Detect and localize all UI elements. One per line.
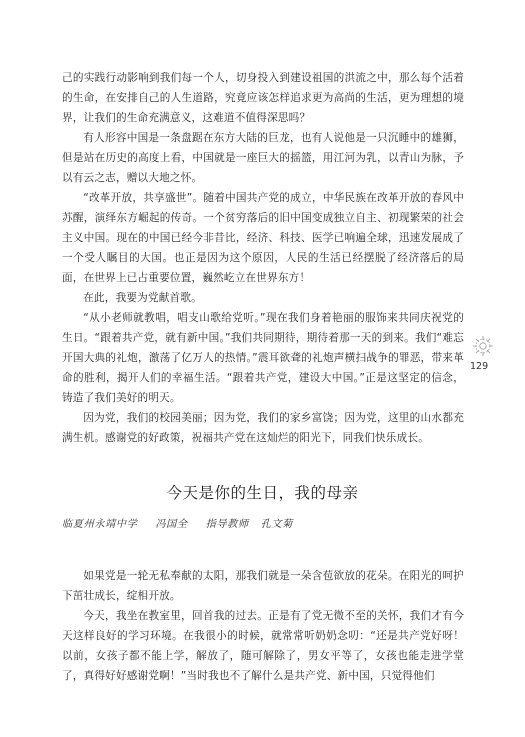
- paragraph: 有人形容中国是一条盘踞在东方大陆的巨龙，也有人说他是一只沉睡中的雄狮，但是站在历史的高度上看，中国就是一座巨大的摇篮，用江河为乳，以青山为脉，予以有云之志，赠以大地之怀。: [62, 132, 464, 184]
- article-title: 今天是你的生日，我的母亲: [166, 484, 359, 502]
- flower-ornament-icon: [471, 334, 495, 358]
- paragraph: 如果党是一轮无私奉献的太阳，那我们就是一朵含苞欲放的花朵。在阳光的呵护下茁壮成长，绽相开放。: [62, 570, 464, 602]
- paragraph: 因为党，我们的校园美丽；因为党，我们的家乡富饶；因为党，这里的山水都充满生机。感谢党的好政策，祝福共产党在这灿烂的阳光下，同我们快乐成长。: [62, 412, 464, 444]
- byline: [62, 515, 307, 530]
- paragraph: 今天，我坐在教室里，回首我的过去。正是有了党无微不至的关怀，我们才有今天这样良好的学习环境。在我很小的时候，就常常听奶奶念叨：“还是共产党好呀！以前，女孩子都不能上学，解放了，随可解除了，男女平等了，女孩也能走进学堂了，真得好好感谢党啊！”当时我也不了解什么是共产党、新中国，只觉得他们: [62, 610, 464, 682]
- teacher-name: 孔文菊: [260, 519, 293, 530]
- paragraph: 己的实践行动影响到我们每一个人，切身投入到建设祖国的洪流之中，那么每个活着的生命，在安排自己的人生道路，究竟应该怎样追求更为高尚的生活，更为理想的境界，让我们的生命充满意义，这难道不值得深思吗？: [62, 72, 464, 124]
- paragraph: “从小老师就教唱，唱支山歌给党听。”现在我们身着艳丽的服饰来共同庆祝党的生日。“跟着共产党，就有新中国。”我们共同期待，期待着那一天的到来。我们“难忘开国大典的礼炮，激荡了亿万人的热情。”震耳欲聋的礼炮声横扫战争的罪恶，带来革命的胜利，揭开人们的幸福生活。“跟着共产党，建设大中国。”正是这坚定的信念，铸造了我们美好的明天。: [62, 312, 464, 404]
- article-body-top: [62, 68, 464, 448]
- article-body-bottom: [62, 566, 464, 686]
- paragraph: 在此，我要为党献首歌。: [83, 292, 202, 304]
- paragraph: “改革开放，共享盛世”。随着中国共产党的成立，中华民族在改革开放的春风中苏醒，演绎东方崛起的传奇。一个贫穷落后的旧中国变成独立自主、初现繁荣的社会主义中国。现在的中国已经今非昔比，经济、科技、医学已响遍全球，迅速发展成了一个受人瞩目的大国。也正是因为这个原因，人民的生活已经摆脱了经济落后的局面，在世界上已占重要位置，巍然屹立在世界东方！: [62, 192, 464, 284]
- page-number: 129: [470, 361, 489, 372]
- teacher-label: 指导教师: [205, 519, 249, 530]
- author-name: 冯国全: [155, 519, 188, 530]
- author-school: 临夏州永靖中学: [62, 519, 138, 530]
